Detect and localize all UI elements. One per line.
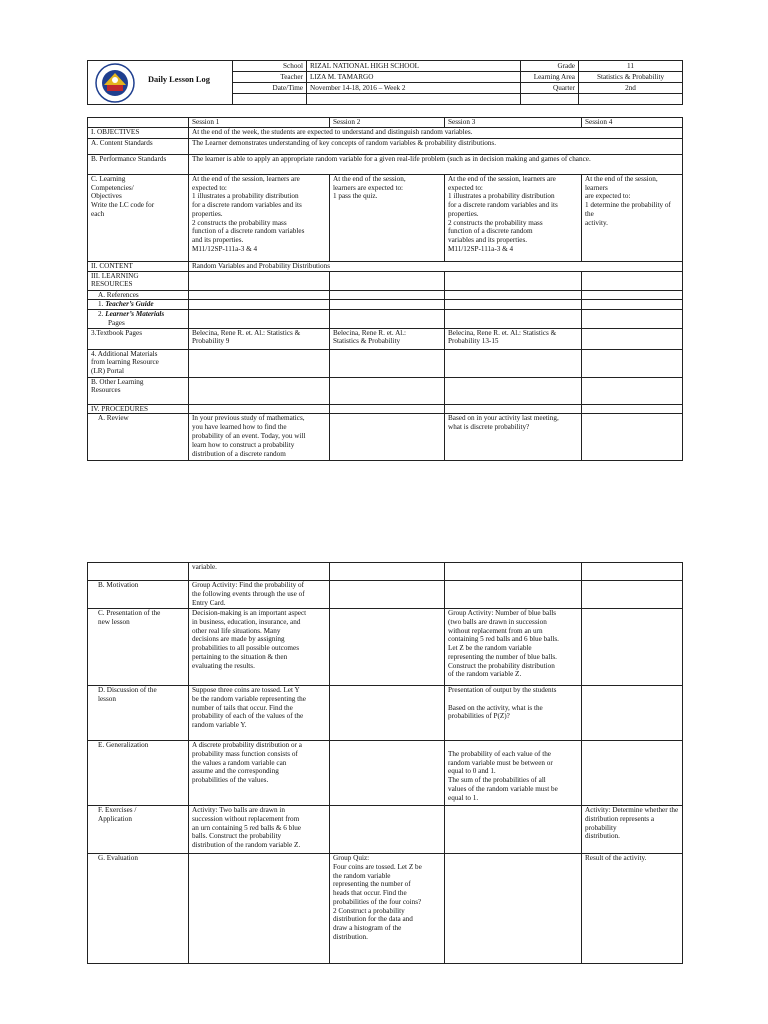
other-resources-label: B. Other Learning Resources — [88, 377, 189, 404]
page-title: Daily Lesson Log — [148, 75, 210, 84]
motivation-session-1: Group Activity: Find the probability of the following events through the use of Entry Card. — [189, 581, 330, 609]
content-label: II. CONTENT — [88, 261, 189, 271]
textbook-session-2: Belecina, Rene R. et. Al.: Statistics & Probability — [330, 328, 445, 349]
motivation-label: B. Motivation — [88, 581, 189, 609]
textbook-session-1: Belecina, Rene R. et. Al.: Statistics & Probability 9 — [189, 328, 330, 349]
pages-label: Pages — [108, 318, 125, 327]
grade-value: 11 — [579, 61, 683, 72]
review-session-1: In your previous study of mathematics, you have learned how to find the probability of an event. Today, you will learn how to construct a probability distribution of a discrete random — [189, 414, 330, 461]
evaluation-session-2: Group Quiz: Four coins are tossed. Let Z be the random variable representing the number of heads that occur. Find the probabilities of the four coins? 2 Construct a probability distribution for the data and draw a histogram of the distribution. — [330, 854, 445, 964]
learning-resources-label: III. LEARNING RESOURCES — [88, 271, 189, 290]
evaluation-session-4: Result of the activity. — [582, 854, 683, 964]
presentation-session-1: Decision-making is an important aspect in business, education, insurance, and other real life situations. Many decisions are made by assigning probabilities to all possible outcomes pertaining to the situation & then evaluating the results. — [189, 609, 330, 686]
textbook-label: 3.Textbook Pages — [88, 328, 189, 349]
quarter-label: Quarter — [521, 83, 579, 94]
exercises-label: F. Exercises / Application — [88, 806, 189, 854]
session-3-header: Session 3 — [445, 118, 582, 128]
content-text: Random Variables and Probability Distributions — [189, 261, 683, 271]
session-1-header: Session 1 — [189, 118, 330, 128]
learners-materials-text: Learner’s Materials — [105, 310, 165, 319]
additional-materials-label: 4. Additional Materials from learning Resource (LR) Portal — [88, 349, 189, 377]
learners-materials-label: 2. Learner’s Materials Pages — [88, 310, 189, 329]
procedures-label: IV. PROCEDURES — [88, 404, 189, 414]
session-2-header: Session 2 — [330, 118, 445, 128]
competencies-session-1: At the end of the session, learners are expected to: 1 illustrates a probability distribution for a discrete random variables and its properties. 2 constructs the probability mass function of a discrete random variables and its properties. M11/12SP-111a-3 & 4 — [189, 174, 330, 261]
references-label: A. References — [88, 290, 189, 300]
competencies-session-3: At the end of the session, learners are expected to: 1 illustrates a probability distribution for a discrete random variables and its properties. 2 constructs the probability mass function of a discrete random variables and its properties. M11/12SP-111a-3 & 4 — [445, 174, 582, 261]
discussion-session-3: Presentation of output by the students Based on the activity, what is the probabilities of P(Z)? — [445, 686, 582, 741]
discussion-label: D. Discussion of the lesson — [88, 686, 189, 741]
generalization-session-3: The probability of each value of the random variable must be between or equal to 0 and 1. The sum of the probabilities of all values of the random variable must be equal to 1. — [445, 741, 582, 806]
deped-seal-icon — [95, 63, 135, 103]
objectives-label: I. OBJECTIVES — [88, 127, 189, 138]
performance-standards-text: The learner is able to apply an appropriate random variable for a given real-life problem (such as in decision making and games of chance. — [189, 154, 683, 174]
area-value: Statistics & Probability — [579, 72, 683, 83]
review-session-3: Based on in your activity last meeting, what is discrete probability? — [445, 414, 582, 461]
date-value: November 14-18, 2016 – Week 2 — [307, 83, 521, 94]
content-standards-label: A. Content Standards — [88, 138, 189, 154]
discussion-session-1: Suppose three coins are tossed. Let Y be the random variable representing the number of tails that occur. Find the probability of each of the values of the random variable Y. — [189, 686, 330, 741]
competencies-session-2: At the end of the session, learners are expected to: 1 pass the quiz. — [330, 174, 445, 261]
lesson-table-page2 — [87, 562, 683, 964]
header-table — [87, 60, 683, 105]
presentation-label: C. Presentation of the new lesson — [88, 609, 189, 686]
area-label: Learning Area — [521, 72, 579, 83]
review-label: A. Review — [88, 414, 189, 461]
presentation-session-3: Group Activity: Number of blue balls (two balls are drawn in succession without replacement from an urn containing 5 red balls and 6 blue balls. Let Z be the random variable representing the number of blue balls. Construct the probability distribution of the random variable Z. — [445, 609, 582, 686]
logo-cell — [88, 61, 233, 105]
exercises-session-4: Activity: Determine whether the distribution represents a probability distribution. — [582, 806, 683, 854]
generalization-session-1: A discrete probability distribution or a probability mass function consists of the values a random variable can assume and the corresponding probabilities of the values. — [189, 741, 330, 806]
teachers-guide-text: Teacher’s Guide — [105, 300, 154, 309]
session-4-header: Session 4 — [582, 118, 683, 128]
teachers-guide-label: 1. Teacher’s Guide — [88, 300, 189, 310]
competencies-session-4: At the end of the session, learners are expected to: 1 determine the probability of the activity. — [582, 174, 683, 261]
evaluation-label: G. Evaluation — [88, 854, 189, 964]
school-label: School — [233, 61, 307, 72]
textbook-session-3: Belecina, Rene R. et. Al.: Statistics & Probability 13-15 — [445, 328, 582, 349]
lesson-table-page1 — [87, 117, 683, 461]
date-label: Date/Time — [233, 83, 307, 94]
teacher-label: Teacher — [233, 72, 307, 83]
grade-label: Grade — [521, 61, 579, 72]
review-continued: variable. — [189, 563, 330, 581]
competencies-label: C. Learning Competencies/ Objectives Write the LC code for each — [88, 174, 189, 261]
quarter-value: 2nd — [579, 83, 683, 94]
objectives-text: At the end of the week, the students are expected to understand and distinguish random variables. — [189, 127, 683, 138]
school-value: RIZAL NATIONAL HIGH SCHOOL — [307, 61, 521, 72]
exercises-session-1: Activity: Two balls are drawn in succession without replacement from an urn containing 5 red balls & 6 blue balls. Construct the probability distribution of the random variable Z. — [189, 806, 330, 854]
teacher-value: LIZA M. TAMARGO — [307, 72, 521, 83]
content-standards-text: The Learner demonstrates understanding of key concepts of random variables & probability distributions. — [189, 138, 683, 154]
performance-standards-label: B. Performance Standards — [88, 154, 189, 174]
generalization-label: E. Generalization — [88, 741, 189, 806]
